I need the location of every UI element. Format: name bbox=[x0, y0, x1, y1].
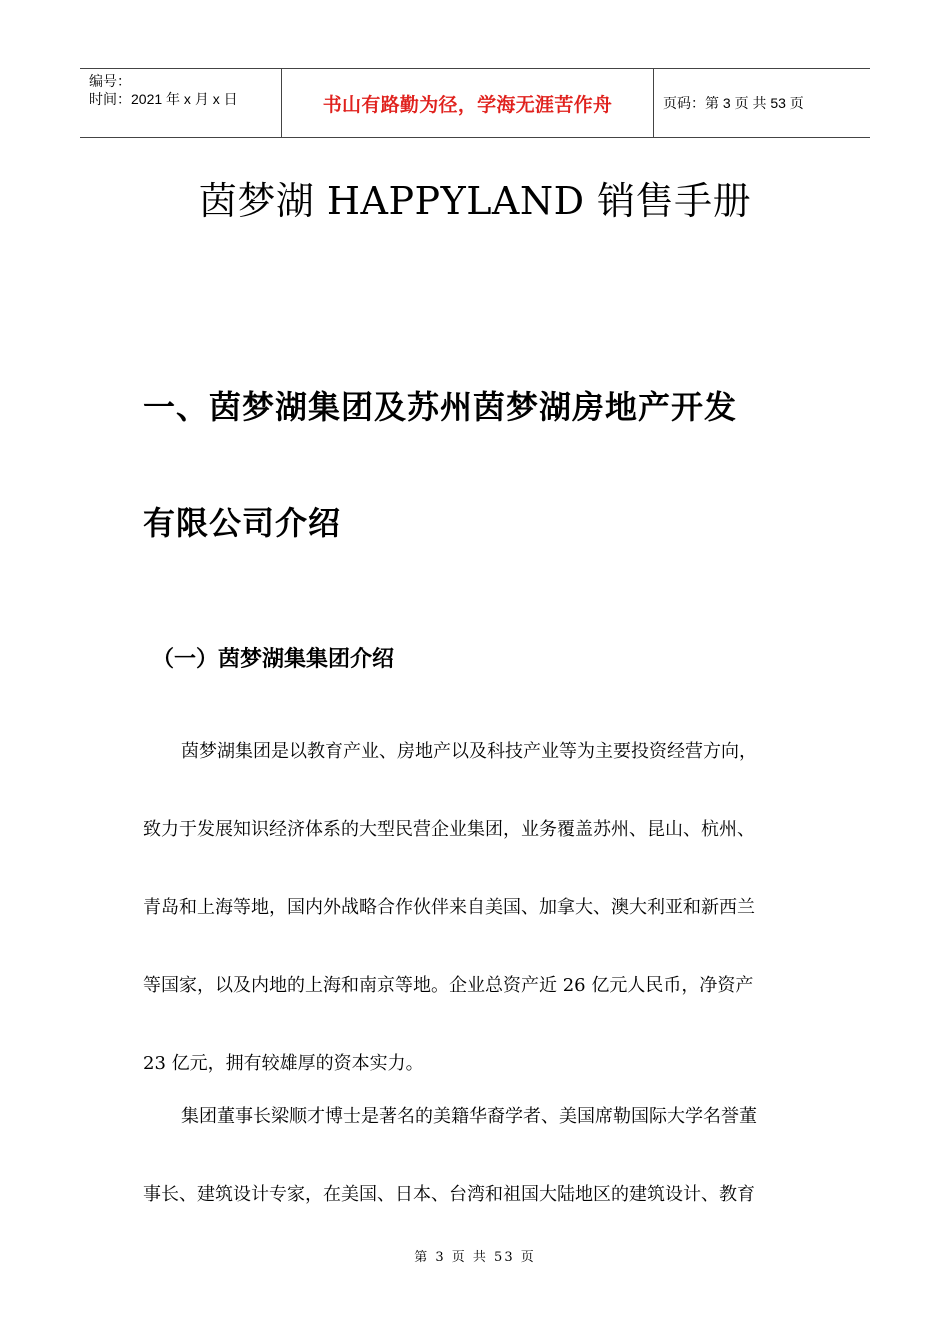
page-info: 页码：第 3 页 共 53 页 bbox=[663, 95, 804, 111]
header-page-cell bbox=[654, 69, 870, 137]
paragraph-1 bbox=[143, 713, 813, 1103]
page-header-table bbox=[80, 68, 870, 138]
subsection-heading: （一）茵梦湖集集团介绍 bbox=[152, 647, 395, 672]
page-footer: 第 3 页 共 53 页 bbox=[414, 1250, 536, 1265]
paragraph-line: 集团董事长梁顺才博士是著名的美籍华裔学者、美国席勒国际大学名誉董 bbox=[181, 1106, 757, 1127]
paragraph-line: 事长、建筑设计专家，在美国、日本、台湾和祖国大陆地区的建筑设计、教育 bbox=[143, 1184, 755, 1205]
paragraph-2 bbox=[143, 1078, 813, 1234]
paragraph-line: 等国家，以及内地的上海和南京等地。企业总资产近 26 亿元人民币，净资产 bbox=[143, 975, 754, 996]
header-motto-cell bbox=[282, 69, 654, 137]
header-meta-cell bbox=[80, 69, 282, 137]
paragraph-line: 23 亿元，拥有较雄厚的资本实力。 bbox=[143, 1053, 424, 1074]
paragraph-line: 茵梦湖集团是以教育产业、房地产以及科技产业等为主要投资经营方向， bbox=[181, 741, 757, 762]
time-label: 时间：2021 年 x 月 x 日 bbox=[89, 91, 238, 107]
motto-text: 书山有路勤为径，学海无涯苦作舟 bbox=[322, 93, 613, 116]
section-heading-line2: 有限公司介绍 bbox=[143, 504, 342, 542]
number-label: 编号： bbox=[89, 73, 131, 89]
section-heading-line1: 一、茵梦湖集团及苏州茵梦湖房地产开发 bbox=[143, 388, 738, 426]
document-title: 茵梦湖 HAPPYLAND 销售手册 bbox=[198, 179, 752, 223]
paragraph-line: 青岛和上海等地，国内外战略合作伙伴来自美国、加拿大、澳大利亚和新西兰 bbox=[143, 897, 755, 918]
paragraph-line: 致力于发展知识经济体系的大型民营企业集团，业务覆盖苏州、昆山、杭州、 bbox=[143, 819, 755, 840]
